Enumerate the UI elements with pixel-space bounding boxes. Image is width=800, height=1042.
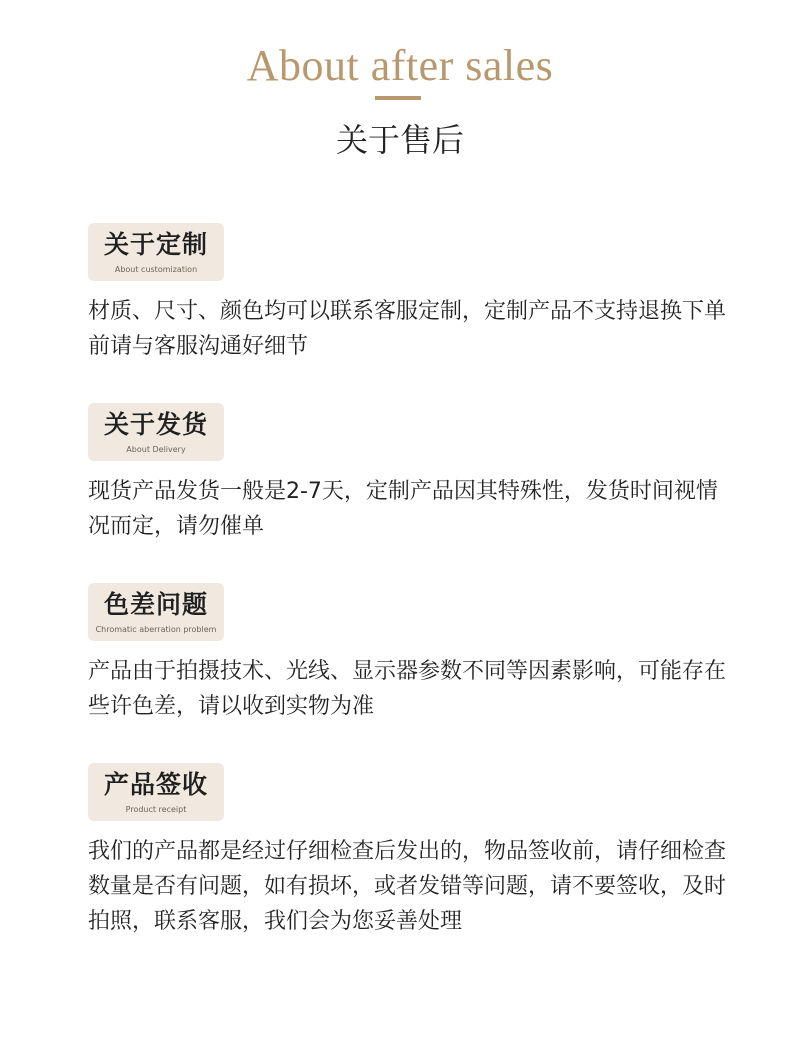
section-title: 产品签收 (103, 770, 208, 799)
section-subtitle: About customization (114, 265, 198, 274)
page-title-english: About after sales (246, 41, 554, 90)
section-subtitle: About Delivery (126, 445, 186, 454)
section-badge (88, 583, 224, 641)
section-body: 材质、尺寸、颜色均可以联系客服定制，定制产品不支持退换下单前请与客服沟通好细节 (88, 299, 727, 359)
section-body: 产品由于拍摄技术、光线、显示器参数不同等因素影响，可能存在些许色差，请以收到实物为准 (88, 659, 727, 719)
section-badge (88, 403, 224, 461)
title-divider (375, 96, 421, 100)
section-title: 关于发货 (103, 410, 208, 439)
section-delivery (88, 403, 728, 544)
section-body: 现货产品发货一般是2-7天，定制产品因其特殊性，发货时间视情况而定，请勿催单 (88, 479, 718, 539)
section-body: 我们的产品都是经过仔细检查后发出的，物品签收前，请仔细检查数量是否有问题，如有损坏，或者发错等问题，请不要签收，及时拍照，联系客服，我们会为您妥善处理 (88, 839, 727, 934)
section-badge (88, 763, 224, 821)
section-badge (88, 223, 224, 281)
page-title-chinese: 关于售后 (335, 121, 464, 159)
section-title: 关于定制 (103, 230, 208, 259)
section-title: 色差问题 (103, 590, 208, 619)
section-subtitle: Product receipt (125, 805, 187, 814)
section-color-difference (88, 583, 728, 724)
section-subtitle: Chromatic aberration problem (95, 625, 217, 634)
section-product-receipt (88, 763, 728, 939)
section-customization (88, 223, 728, 364)
